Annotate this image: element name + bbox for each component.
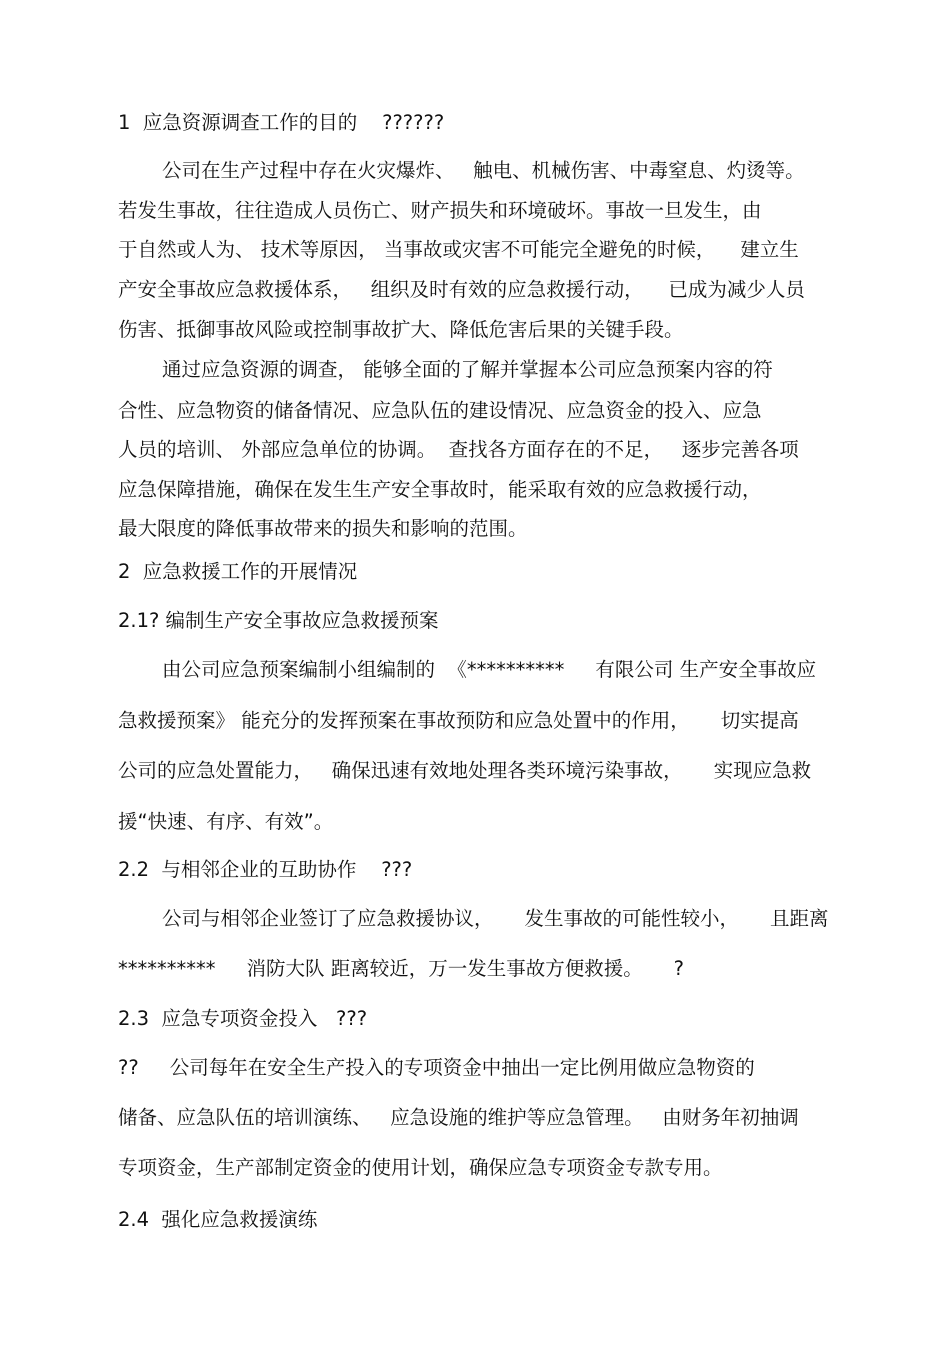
paragraph-line: 由公司应急预案编制小组编制的 《********** 有限公司 生产安全事故应: [162, 658, 817, 681]
heading-2-4: 2.4 强化应急救援演练: [118, 1208, 318, 1231]
paragraph-line: ********** 消防大队 距离较近，万一发生事故方便救援。 ?: [118, 957, 685, 980]
paragraph-line: 援“快速、有序、有效”。: [118, 810, 334, 833]
paragraph-line: 若发生事故，往往造成人员伤亡、财产损失和环境破坏。事故一旦发生，由: [118, 199, 762, 222]
paragraph-line: 产安全事故应急救援体系， 组织及时有效的应急救援行动， 已成为减少人员: [118, 278, 805, 301]
paragraph-line: 最大限度的降低事故带来的损失和影响的范围。: [118, 517, 528, 540]
paragraph-line: 人员的培训、 外部应急单位的协调。 查找各方面存在的不足， 逐步完善各项: [118, 438, 799, 461]
paragraph-line: 伤害、抵御事故风险或控制事故扩大、降低危害后果的关键手段。: [118, 318, 684, 341]
paragraph-line: 储备、应急队伍的培训演练、 应急设施的维护等应急管理。 由财务年初抽调: [118, 1106, 799, 1129]
paragraph-line: 公司的应急处置能力， 确保迅速有效地处理各类环境污染事故， 实现应急救: [118, 759, 812, 782]
heading-2-1: 2.1? 编制生产安全事故应急救援预案: [118, 609, 439, 632]
heading-2: 2 应急救援工作的开展情况: [118, 560, 358, 583]
paragraph-line: 专项资金，生产部制定资金的使用计划，确保应急专项资金专款专用。: [118, 1156, 723, 1179]
paragraph-line: ?? 公司每年在安全生产投入的专项资金中抽出一定比例用做应急物资的: [118, 1056, 755, 1079]
paragraph-line: 公司与相邻企业签订了应急救援协议， 发生事故的可能性较小， 且距离: [162, 907, 829, 930]
paragraph-line: 合性、应急物资的储备情况、应急队伍的建设情况、应急资金的投入、应急: [118, 399, 762, 422]
heading-1: 1 应急资源调查工作的目的 ??????: [118, 111, 445, 134]
paragraph-line: 通过应急资源的调查， 能够全面的了解并掌握本公司应急预案内容的符: [162, 358, 773, 381]
paragraph-line: 急救援预案》 能充分的发挥预案在事故预防和应急处置中的作用， 切实提高: [118, 709, 799, 732]
paragraph-line: 应急保障措施，确保在发生生产安全事故时，能采取有效的应急救援行动，: [118, 478, 762, 501]
heading-2-3: 2.3 应急专项资金投入 ???: [118, 1007, 368, 1030]
paragraph-line: 公司在生产过程中存在火灾爆炸、 触电、机械伤害、中毒窒息、灼烫等。: [162, 159, 805, 182]
heading-2-2: 2.2 与相邻企业的互助协作 ???: [118, 858, 413, 881]
paragraph-line: 于自然或人为、 技术等原因， 当事故或灾害不可能完全避免的时候， 建立生: [118, 238, 799, 261]
